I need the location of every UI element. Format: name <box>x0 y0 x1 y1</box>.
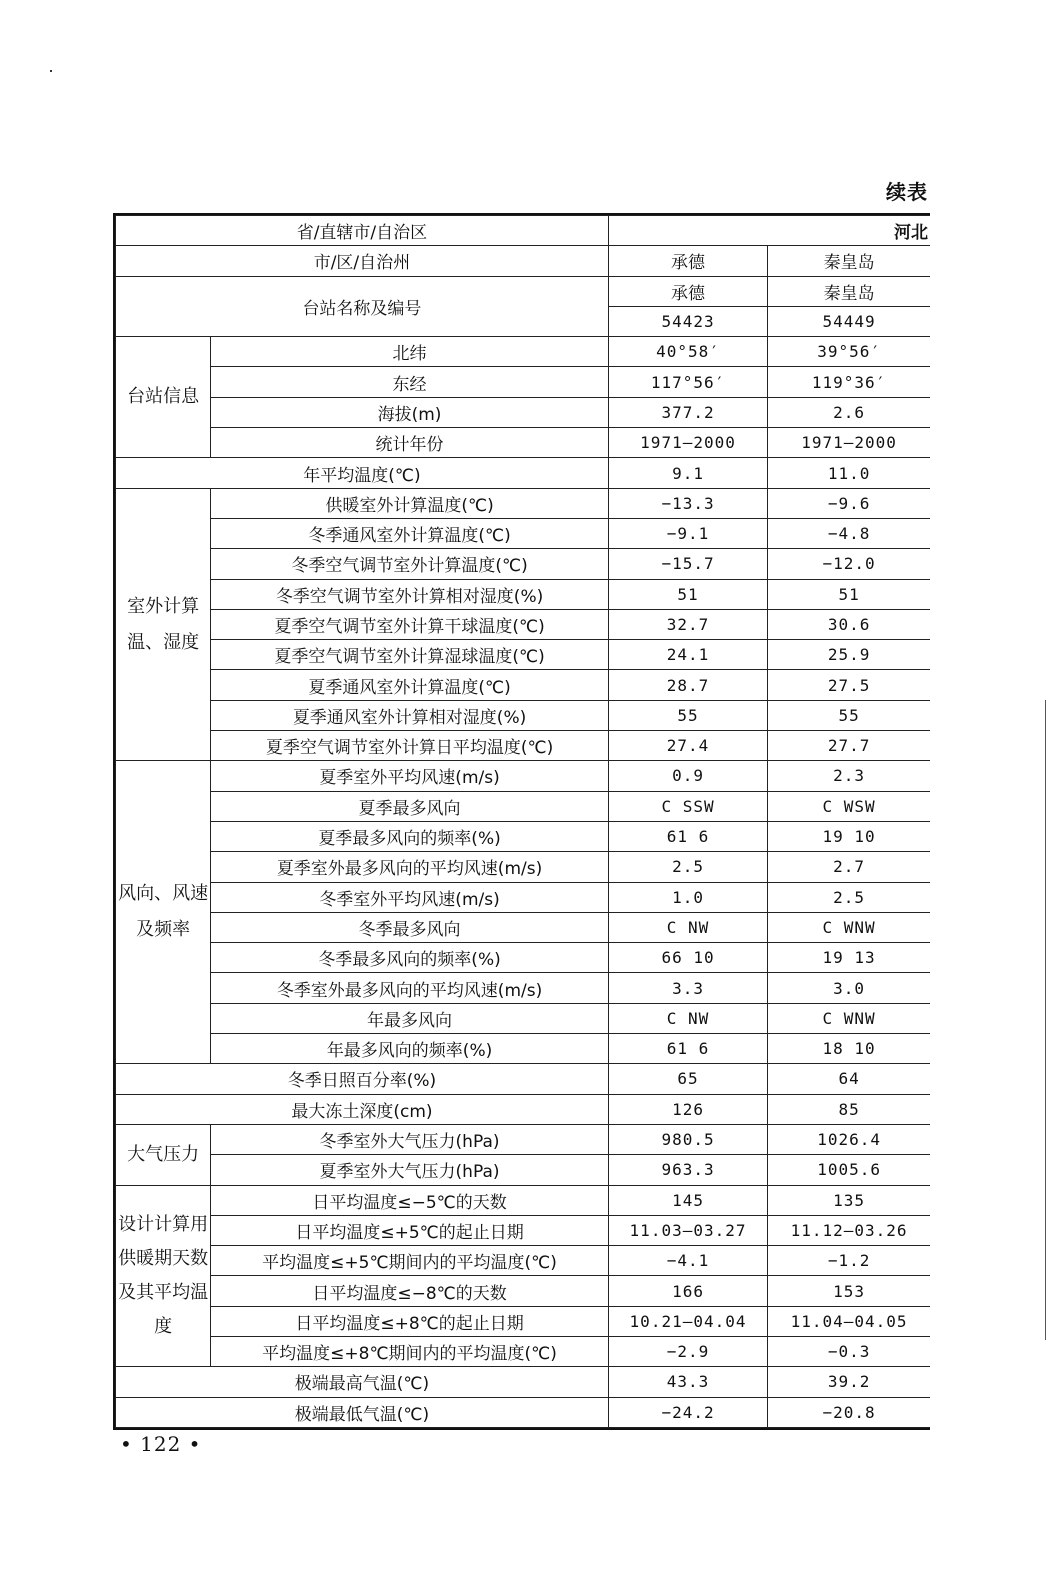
station-name-b: 秦皇岛 <box>768 276 930 306</box>
value-a: 32.7 <box>608 609 767 639</box>
value-a: 10.21—04.04 <box>608 1306 767 1336</box>
value-b: 64 <box>768 1064 930 1094</box>
station-name-a: 承德 <box>608 276 767 306</box>
value-b: 2.6 <box>768 397 930 427</box>
row-label: 北纬 <box>211 337 609 367</box>
value-a: C NW <box>608 912 767 942</box>
table-row <box>116 1276 931 1306</box>
value-b: 2.7 <box>768 852 930 882</box>
table-row <box>116 1185 931 1215</box>
value-a: 963.3 <box>608 1155 767 1185</box>
table-row <box>116 791 931 821</box>
value-b: 27.7 <box>768 731 930 761</box>
table-row <box>116 1003 931 1033</box>
value-a: 166 <box>608 1276 767 1306</box>
row-label: 夏季室外最多风向的平均风速(m/s) <box>211 852 609 882</box>
value-a: 24.1 <box>608 640 767 670</box>
value-b: 153 <box>768 1276 930 1306</box>
table-row <box>116 882 931 912</box>
group-label-pressure: 大气压力 <box>116 1124 211 1185</box>
table-row <box>116 1124 931 1154</box>
value-a: 1971—2000 <box>608 428 767 458</box>
value-a: 27.4 <box>608 731 767 761</box>
value-b: −9.6 <box>768 488 930 518</box>
value-b: 85 <box>768 1094 930 1124</box>
value-a: 66 10 <box>608 943 767 973</box>
continued-label: 续表 <box>886 180 928 204</box>
station-id-b: 54449 <box>768 306 930 336</box>
row-label: 极端最低气温(℃) <box>116 1397 609 1427</box>
value-a: 11.03—03.27 <box>608 1215 767 1245</box>
value-b: −1.2 <box>768 1246 930 1276</box>
value-a: 145 <box>608 1185 767 1215</box>
row-label: 东经 <box>211 367 609 397</box>
row-label: 夏季空气调节室外计算湿球温度(℃) <box>211 640 609 670</box>
value-a: −24.2 <box>608 1397 767 1427</box>
row-label: 冬季通风室外计算温度(℃) <box>211 518 609 548</box>
row-label: 年最多风向 <box>211 1003 609 1033</box>
value-a: C SSW <box>608 791 767 821</box>
table-row <box>116 943 931 973</box>
value-b: 11.0 <box>768 458 930 488</box>
row-label: 夏季通风室外计算温度(℃) <box>211 670 609 700</box>
value-b: −4.8 <box>768 518 930 548</box>
table-row <box>116 640 931 670</box>
value-b: −20.8 <box>768 1397 930 1427</box>
row-label: 冬季日照百分率(%) <box>116 1064 609 1094</box>
value-b: 19 13 <box>768 943 930 973</box>
group-label-wind: 风向、风速及频率 <box>116 761 211 1064</box>
station-id-a: 54423 <box>608 306 767 336</box>
group-label-station-info: 台站信息 <box>116 337 211 458</box>
page-number: • 122 • <box>120 1432 202 1456</box>
city-label: 市/区/自治州 <box>116 246 609 276</box>
value-b: −12.0 <box>768 549 930 579</box>
table-row <box>116 458 931 488</box>
value-a: 1.0 <box>608 882 767 912</box>
row-label: 冬季空气调节室外计算温度(℃) <box>211 549 609 579</box>
value-b: 55 <box>768 700 930 730</box>
value-a: 0.9 <box>608 761 767 791</box>
value-a: 61 6 <box>608 1034 767 1064</box>
row-label: 年平均温度(℃) <box>116 458 609 488</box>
climate-table <box>113 213 930 1430</box>
row-province <box>116 216 931 246</box>
table-row <box>116 1215 931 1245</box>
table-row <box>116 367 931 397</box>
table-row <box>116 700 931 730</box>
table-row <box>116 428 931 458</box>
row-label: 夏季通风室外计算相对湿度(%) <box>211 700 609 730</box>
row-station-name <box>116 276 931 306</box>
row-label: 冬季室外平均风速(m/s) <box>211 882 609 912</box>
row-label: 供暖室外计算温度(℃) <box>211 488 609 518</box>
value-b: 1005.6 <box>768 1155 930 1185</box>
value-a: −2.9 <box>608 1336 767 1366</box>
value-b: 3.0 <box>768 973 930 1003</box>
value-b: 119°36′ <box>768 367 930 397</box>
value-a: 980.5 <box>608 1124 767 1154</box>
value-a: C NW <box>608 1003 767 1033</box>
station-label: 台站名称及编号 <box>116 276 609 337</box>
value-a: 117°56′ <box>608 367 767 397</box>
table-row <box>116 488 931 518</box>
table-row <box>116 731 931 761</box>
row-label: 统计年份 <box>211 428 609 458</box>
value-b: 39.2 <box>768 1367 930 1397</box>
row-label: 日平均温度≤−8℃的天数 <box>211 1276 609 1306</box>
value-a: 61 6 <box>608 821 767 851</box>
row-label: 平均温度≤+8℃期间内的平均温度(℃) <box>211 1336 609 1366</box>
table-row <box>116 549 931 579</box>
value-b: C WSW <box>768 791 930 821</box>
table-row <box>116 1306 931 1336</box>
value-a: −13.3 <box>608 488 767 518</box>
value-b: 39°56′ <box>768 337 930 367</box>
table-row <box>116 579 931 609</box>
table-row <box>116 337 931 367</box>
row-label: 冬季室外大气压力(hPa) <box>211 1124 609 1154</box>
climate-data-table <box>115 215 930 1428</box>
row-label: 夏季室外平均风速(m/s) <box>211 761 609 791</box>
value-b: C WNW <box>768 912 930 942</box>
value-b: 2.3 <box>768 761 930 791</box>
row-label: 夏季最多风向的频率(%) <box>211 821 609 851</box>
value-a: 377.2 <box>608 397 767 427</box>
row-label: 最大冻土深度(cm) <box>116 1094 609 1124</box>
province-label: 省/直辖市/自治区 <box>116 216 609 246</box>
row-label: 日平均温度≤+8℃的起止日期 <box>211 1306 609 1336</box>
value-a: 65 <box>608 1064 767 1094</box>
value-b: 51 <box>768 579 930 609</box>
table-row <box>116 397 931 427</box>
value-b: 1971—2000 <box>768 428 930 458</box>
value-b: −0.3 <box>768 1336 930 1366</box>
value-a: 9.1 <box>608 458 767 488</box>
table-row <box>116 1094 931 1124</box>
scan-speck <box>50 70 52 72</box>
table-row <box>116 761 931 791</box>
province-value: 河北 <box>608 216 930 246</box>
value-a: 2.5 <box>608 852 767 882</box>
table-row <box>116 1397 931 1427</box>
group-label-heating: 设计计算用供暖期天数及其平均温度 <box>116 1185 211 1367</box>
row-label: 平均温度≤+5℃期间内的平均温度(℃) <box>211 1246 609 1276</box>
row-label: 日平均温度≤−5℃的天数 <box>211 1185 609 1215</box>
value-a: 126 <box>608 1094 767 1124</box>
table-row <box>116 1064 931 1094</box>
table-row <box>116 518 931 548</box>
value-b: 19 10 <box>768 821 930 851</box>
row-label: 夏季最多风向 <box>211 791 609 821</box>
value-b: 2.5 <box>768 882 930 912</box>
value-b: C WNW <box>768 1003 930 1033</box>
row-label: 夏季空气调节室外计算日平均温度(℃) <box>211 731 609 761</box>
group-label-outdoor: 室外计算温、湿度 <box>116 488 211 761</box>
row-label: 冬季最多风向 <box>211 912 609 942</box>
table-row <box>116 670 931 700</box>
scan-edge-line <box>1045 700 1046 1340</box>
value-b: 27.5 <box>768 670 930 700</box>
row-city <box>116 246 931 276</box>
value-b: 25.9 <box>768 640 930 670</box>
value-b: 11.12—03.26 <box>768 1215 930 1245</box>
value-b: 1026.4 <box>768 1124 930 1154</box>
value-a: 40°58′ <box>608 337 767 367</box>
value-a: 51 <box>608 579 767 609</box>
value-b: 30.6 <box>768 609 930 639</box>
row-label: 年最多风向的频率(%) <box>211 1034 609 1064</box>
table-row <box>116 609 931 639</box>
value-a: 28.7 <box>608 670 767 700</box>
row-label: 冬季室外最多风向的平均风速(m/s) <box>211 973 609 1003</box>
value-b: 11.04—04.05 <box>768 1306 930 1336</box>
row-label: 夏季室外大气压力(hPa) <box>211 1155 609 1185</box>
value-a: −4.1 <box>608 1246 767 1276</box>
value-a: 43.3 <box>608 1367 767 1397</box>
table-row <box>116 912 931 942</box>
row-label: 冬季最多风向的频率(%) <box>211 943 609 973</box>
value-b: 18 10 <box>768 1034 930 1064</box>
table-row <box>116 821 931 851</box>
value-a: −9.1 <box>608 518 767 548</box>
table-row <box>116 852 931 882</box>
value-a: 3.3 <box>608 973 767 1003</box>
table-row <box>116 1246 931 1276</box>
table-row <box>116 1367 931 1397</box>
city-a: 承德 <box>608 246 767 276</box>
table-row <box>116 1034 931 1064</box>
value-a: 55 <box>608 700 767 730</box>
value-a: −15.7 <box>608 549 767 579</box>
row-label: 海拔(m) <box>211 397 609 427</box>
city-b: 秦皇岛 <box>768 246 930 276</box>
row-label: 极端最高气温(℃) <box>116 1367 609 1397</box>
value-b: 135 <box>768 1185 930 1215</box>
row-label: 日平均温度≤+5℃的起止日期 <box>211 1215 609 1245</box>
table-row <box>116 1155 931 1185</box>
row-label: 冬季空气调节室外计算相对湿度(%) <box>211 579 609 609</box>
table-row <box>116 973 931 1003</box>
table-row <box>116 1336 931 1366</box>
row-label: 夏季空气调节室外计算干球温度(℃) <box>211 609 609 639</box>
